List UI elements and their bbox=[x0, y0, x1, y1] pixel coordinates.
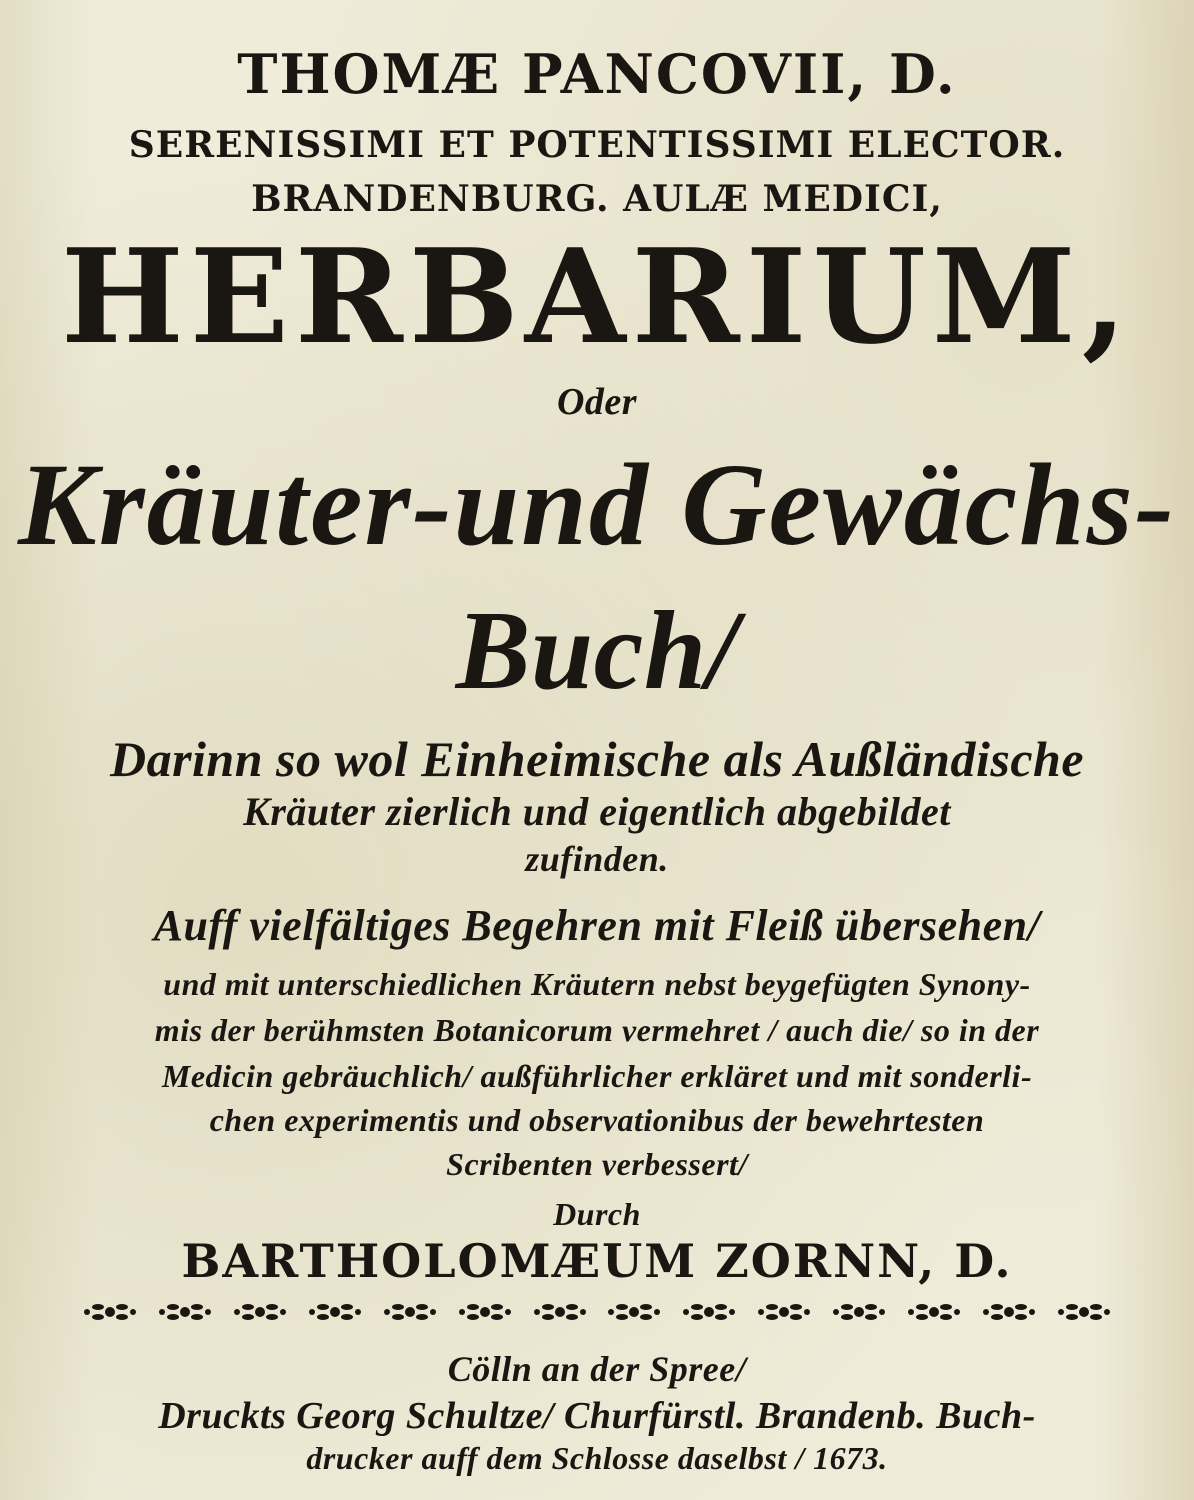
editor-line: BARTHOLOMÆUM ZORNN, D. bbox=[181, 1234, 1013, 1288]
fleuron-ornament-icon bbox=[307, 1297, 363, 1327]
description-line-3: zufinden. bbox=[525, 839, 669, 879]
fleuron-ornament-icon bbox=[756, 1297, 812, 1327]
office-line-2: BRANDENBURG. AULÆ MEDICI, bbox=[251, 178, 943, 220]
fleuron-ornament-icon bbox=[457, 1297, 513, 1327]
description-line-1: Darinn so wol Einheimische als Außländische bbox=[109, 731, 1085, 787]
description-line-2: Kräuter zierlich und eigentlich abgebildet bbox=[243, 789, 951, 834]
body-line-5: chen experimentis und observationibus der bewehrtesten bbox=[209, 1102, 985, 1138]
body-line-2: und mit unterschiedlichen Kräutern nebst beygefügten Synony- bbox=[163, 966, 1031, 1002]
fleuron-ornament-icon bbox=[906, 1297, 962, 1327]
fleuron-ornament-icon bbox=[681, 1297, 737, 1327]
ornament-rule bbox=[82, 1292, 1112, 1332]
author-line: THOMÆ PANCOVII, D. bbox=[237, 42, 957, 106]
fleuron-ornament-icon bbox=[606, 1297, 662, 1327]
office-line-1: SERENISSIMI ET POTENTISSIMI ELECTOR. bbox=[128, 124, 1066, 166]
body-line-3: mis der berühmsten Botanicorum vermehret / auch die/ so in der bbox=[154, 1012, 1040, 1048]
fleuron-ornament-icon bbox=[232, 1297, 288, 1327]
imprint-line-1: Cölln an der Spree/ bbox=[447, 1349, 747, 1389]
fleuron-ornament-icon bbox=[382, 1297, 438, 1327]
fleuron-ornament-icon bbox=[831, 1297, 887, 1327]
subtitle-line-1: Kräuter-und Gewächs- bbox=[18, 439, 1176, 570]
body-line-1: Auff vielfältiges Begehren mit Fleiß übersehen/ bbox=[153, 901, 1041, 950]
main-title: HERBARIUM, bbox=[60, 220, 1134, 373]
fleuron-ornament-icon bbox=[82, 1297, 138, 1327]
fleuron-ornament-icon bbox=[157, 1297, 213, 1327]
conjunction: Oder bbox=[556, 381, 638, 423]
imprint-line-3: drucker auff dem Schlosse daselbst / 1673. bbox=[306, 1440, 888, 1476]
by-line: Durch bbox=[553, 1196, 641, 1232]
fleuron-ornament-icon bbox=[1056, 1297, 1112, 1327]
imprint-line-2: Druckts Georg Schultze/ Churfürstl. Brandenb. Buch- bbox=[158, 1395, 1036, 1437]
fleuron-ornament-icon bbox=[532, 1297, 588, 1327]
subtitle-line-2: Buch/ bbox=[455, 589, 739, 713]
fleuron-ornament-icon bbox=[981, 1297, 1037, 1327]
body-line-6: Scribenten verbessert/ bbox=[446, 1146, 748, 1182]
body-line-4: Medicin gebräuchlich/ außführlicher erkläret und mit sonderli- bbox=[161, 1058, 1033, 1094]
